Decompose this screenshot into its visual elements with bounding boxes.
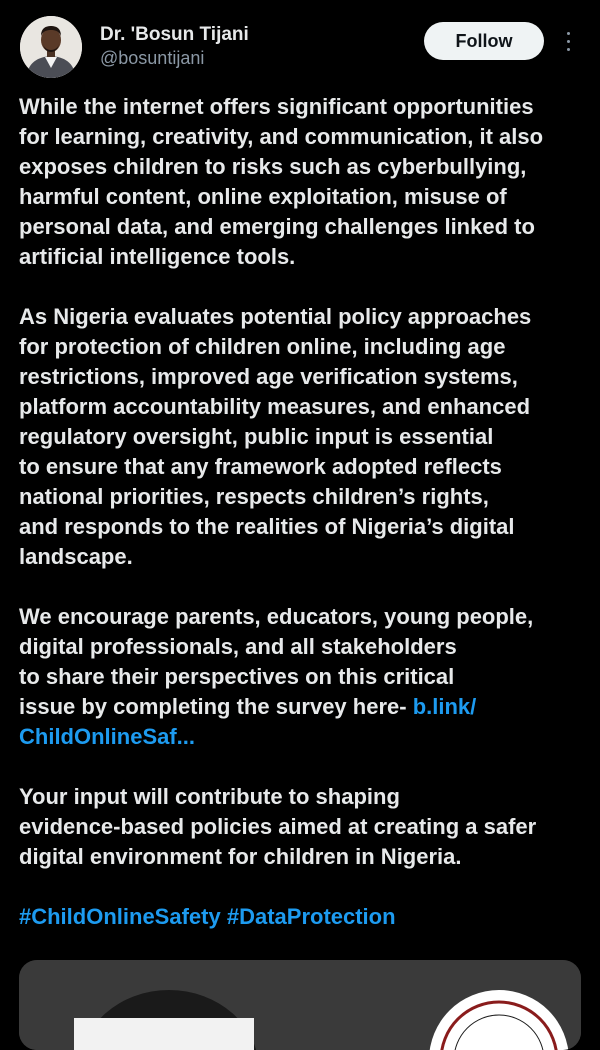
- more-vertical-icon[interactable]: [556, 26, 580, 56]
- text-line: digital professionals, and all stakeholders: [19, 634, 457, 659]
- hashtag-link[interactable]: #ChildOnlineSafety: [19, 904, 221, 929]
- text-line: Your input will contribute to shaping: [19, 784, 400, 809]
- text-line: to ensure that any framework adopted reflects: [19, 454, 502, 479]
- text-line: regulatory oversight, public input is essential: [19, 424, 494, 449]
- text-line: As Nigeria evaluates potential policy approaches: [19, 304, 532, 329]
- text-line: exposes children to risks such as cyberbullying,: [19, 154, 527, 179]
- post-header: [0, 0, 600, 90]
- text-line: [19, 692, 581, 722]
- avatar-image: [20, 16, 82, 78]
- media-image: [19, 960, 581, 1050]
- hashtags: [19, 902, 581, 932]
- survey-link-continued[interactable]: ChildOnlineSaf...: [19, 724, 196, 749]
- hashtag-link[interactable]: #DataProtection: [226, 904, 396, 929]
- post-text: [19, 92, 581, 962]
- text-segment: issue by completing the survey here-: [19, 694, 413, 719]
- text-line: artificial intelligence tools.: [19, 244, 296, 269]
- text-line: and responds to the realities of Nigeria’s digital: [19, 514, 515, 539]
- text-line: for protection of children online, including age: [19, 334, 506, 359]
- post-paragraph-3: [19, 602, 581, 752]
- follow-button[interactable]: Follow: [424, 22, 544, 60]
- text-line: to share their perspectives on this critical: [19, 664, 455, 689]
- post-paragraph-1: [19, 92, 581, 272]
- author-handle[interactable]: @bosuntijani: [100, 48, 205, 68]
- text-line: landscape.: [19, 544, 133, 569]
- post-paragraph-4: [19, 782, 581, 872]
- text-line: restrictions, improved age verification systems,: [19, 364, 518, 389]
- text-line: digital environment for children in Nigeria.: [19, 844, 462, 869]
- post-paragraph-2: [19, 302, 581, 572]
- post-media[interactable]: [19, 960, 581, 1050]
- text-line: We encourage parents, educators, young people,: [19, 604, 534, 629]
- author-name[interactable]: Dr. 'Bosun Tijani: [100, 24, 249, 45]
- survey-link[interactable]: b.link/: [412, 694, 477, 719]
- text-line: While the internet offers significant opportunities: [19, 94, 534, 119]
- text-line: harmful content, online exploitation, misuse of: [19, 184, 507, 209]
- text-line: for learning, creativity, and communication, it also: [19, 124, 544, 149]
- text-line: personal data, and emerging challenges linked to: [19, 214, 535, 239]
- avatar[interactable]: [20, 16, 82, 78]
- text-line: platform accountability measures, and enhanced: [19, 394, 531, 419]
- text-line: national priorities, respects children’s rights,: [19, 484, 489, 509]
- text-line: evidence-based policies aimed at creating a safer: [19, 814, 537, 839]
